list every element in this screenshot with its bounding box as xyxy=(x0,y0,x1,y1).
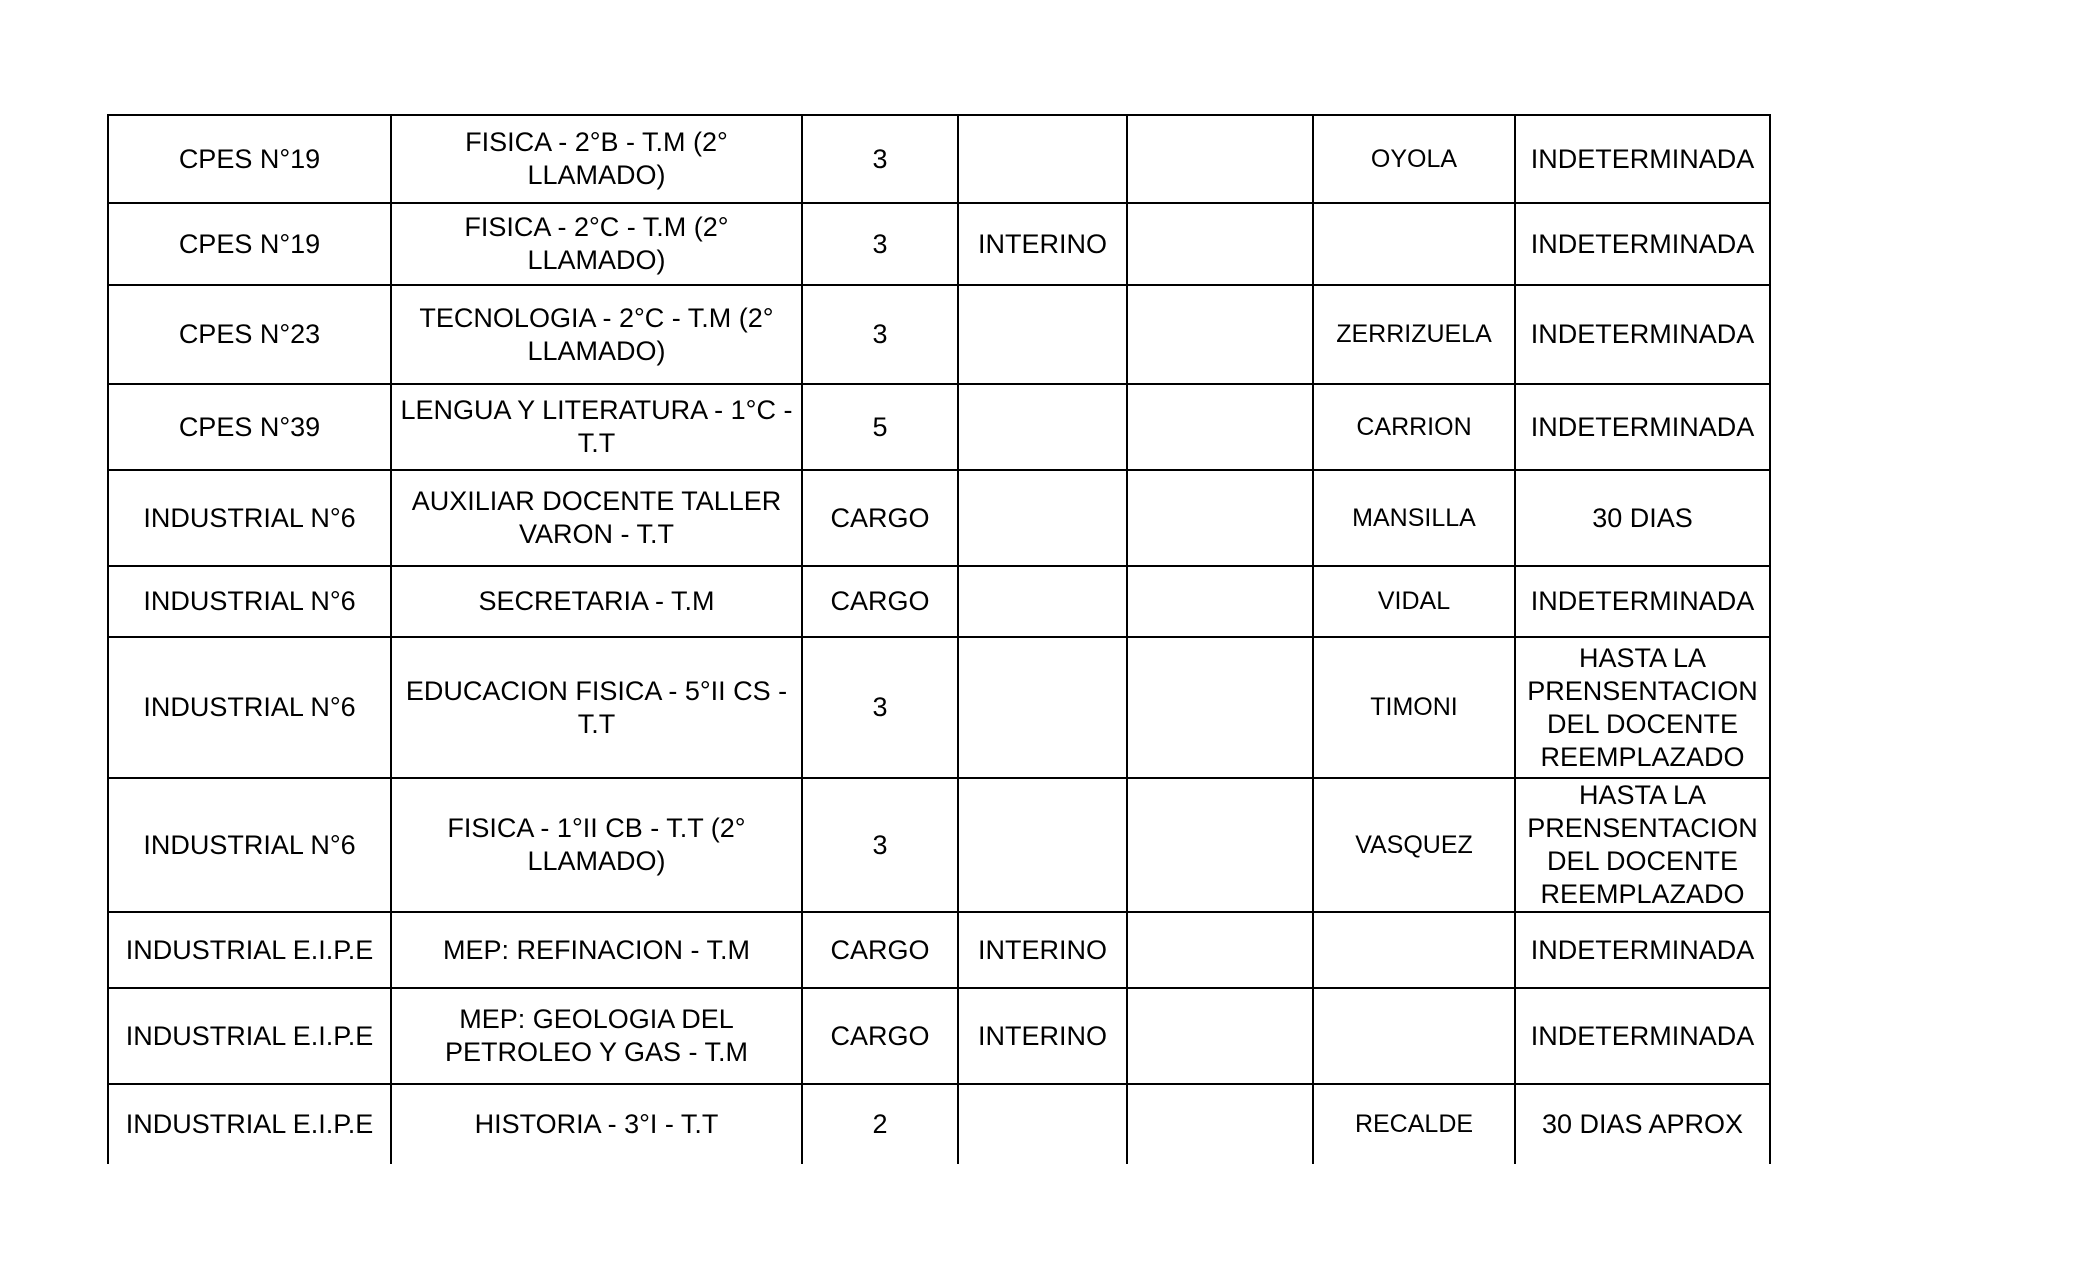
duration-cell xyxy=(1515,203,1770,285)
school-cell xyxy=(108,203,391,285)
table-row xyxy=(108,470,1770,566)
teacher-cell-text: CARRION xyxy=(1356,412,1472,441)
extra-cell xyxy=(1127,912,1313,988)
table-row xyxy=(108,912,1770,988)
hours-cell-text: 3 xyxy=(872,143,888,174)
status-cell xyxy=(958,285,1127,384)
hours-cell xyxy=(802,470,958,566)
duration-cell xyxy=(1515,637,1770,778)
table-row xyxy=(108,988,1770,1084)
hours-cell xyxy=(802,988,958,1084)
subject-cell xyxy=(391,285,802,384)
extra-cell xyxy=(1127,566,1313,637)
subject-cell-text: FISICA - 2°C - T.M (2° LLAMADO) xyxy=(464,212,729,275)
duration-cell xyxy=(1515,778,1770,912)
hours-cell-text: 3 xyxy=(872,829,888,860)
status-cell xyxy=(958,115,1127,203)
school-cell xyxy=(108,988,391,1084)
teacher-cell xyxy=(1313,637,1515,778)
teacher-cell-text: RECALDE xyxy=(1354,1110,1474,1138)
hours-cell-text: 3 xyxy=(872,228,888,259)
school-cell-text: CPES N°19 xyxy=(178,143,321,174)
duration-cell-text: 30 DIAS xyxy=(1592,502,1693,533)
subject-cell xyxy=(391,566,802,637)
duration-cell xyxy=(1515,384,1770,470)
school-cell xyxy=(108,566,391,637)
duration-cell xyxy=(1515,566,1770,637)
subject-cell-text: TECNOLOGIA - 2°C - T.M (2° LLAMADO) xyxy=(419,302,774,366)
subject-cell xyxy=(391,203,802,285)
status-cell-text: INTERINO xyxy=(977,228,1107,259)
school-cell-text: INDUSTRIAL N°6 xyxy=(143,692,356,722)
duration-cell-text: HASTA LA PRENSENTACION DEL DOCENTE REEMPLAZADO xyxy=(1527,780,1758,909)
duration-cell-text: HASTA LA PRENSENTACION DEL DOCENTE REEMPLAZADO xyxy=(1527,642,1758,772)
teacher-cell-text: TIMONI xyxy=(1370,693,1458,721)
extra-cell xyxy=(1127,778,1313,912)
hours-cell-text: 2 xyxy=(872,1109,888,1139)
extra-cell xyxy=(1127,203,1313,285)
hours-cell xyxy=(802,384,958,470)
school-cell xyxy=(108,115,391,203)
teacher-cell xyxy=(1313,384,1515,470)
extra-cell xyxy=(1127,285,1313,384)
duration-cell-text: INDETERMINADA xyxy=(1530,411,1755,442)
school-cell-text: INDUSTRIAL E.I.P.E xyxy=(125,1109,374,1139)
duration-cell xyxy=(1515,115,1770,203)
status-cell xyxy=(958,1084,1127,1164)
hours-cell xyxy=(802,285,958,384)
vacancy-table xyxy=(107,114,1771,1164)
teacher-cell xyxy=(1313,470,1515,566)
table-row xyxy=(108,778,1770,912)
teacher-cell-text: OYOLA xyxy=(1370,144,1458,173)
teacher-cell-text: MANSILLA xyxy=(1352,503,1476,532)
school-cell-text: CPES N°19 xyxy=(178,228,321,259)
status-cell xyxy=(958,203,1127,285)
hours-cell xyxy=(802,566,958,637)
duration-cell xyxy=(1515,912,1770,988)
teacher-cell-text: VIDAL xyxy=(1377,587,1451,615)
hours-cell-text: CARGO xyxy=(830,586,930,616)
school-cell xyxy=(108,384,391,470)
table-row xyxy=(108,637,1770,778)
subject-cell-text: FISICA - 2°B - T.M (2° LLAMADO) xyxy=(465,127,728,190)
duration-cell-text: INDETERMINADA xyxy=(1530,586,1755,616)
extra-cell xyxy=(1127,988,1313,1084)
subject-cell xyxy=(391,470,802,566)
hours-cell xyxy=(802,1084,958,1164)
hours-cell xyxy=(802,203,958,285)
school-cell-text: INDUSTRIAL N°6 xyxy=(143,502,356,533)
subject-cell xyxy=(391,912,802,988)
duration-cell-text: INDETERMINADA xyxy=(1530,319,1755,349)
school-cell-text: INDUSTRIAL E.I.P.E xyxy=(125,1020,374,1051)
hours-cell-text: CARGO xyxy=(830,934,930,965)
hours-cell-text: CARGO xyxy=(830,502,930,533)
hours-cell xyxy=(802,778,958,912)
school-cell xyxy=(108,637,391,778)
extra-cell xyxy=(1127,637,1313,778)
status-cell xyxy=(958,470,1127,566)
school-cell xyxy=(108,285,391,384)
school-cell-text: INDUSTRIAL N°6 xyxy=(143,829,356,860)
status-cell xyxy=(958,778,1127,912)
subject-cell xyxy=(391,1084,802,1164)
school-cell-text: CPES N°39 xyxy=(178,411,321,442)
duration-cell xyxy=(1515,285,1770,384)
status-cell xyxy=(958,912,1127,988)
school-cell xyxy=(108,1084,391,1164)
teacher-cell xyxy=(1313,988,1515,1084)
status-cell-text: INTERINO xyxy=(977,1020,1107,1051)
teacher-cell xyxy=(1313,285,1515,384)
duration-cell-text: 30 DIAS APROX xyxy=(1541,1109,1744,1139)
hours-cell-text: 3 xyxy=(872,319,888,349)
status-cell xyxy=(958,384,1127,470)
teacher-cell xyxy=(1313,1084,1515,1164)
teacher-cell xyxy=(1313,778,1515,912)
duration-cell-text: INDETERMINADA xyxy=(1530,228,1755,259)
vacancy-table-container xyxy=(107,114,1771,1164)
school-cell-text: CPES N°23 xyxy=(178,319,321,349)
subject-cell xyxy=(391,988,802,1084)
extra-cell xyxy=(1127,470,1313,566)
subject-cell-text: SECRETARIA - T.M xyxy=(478,586,715,616)
subject-cell xyxy=(391,778,802,912)
status-cell xyxy=(958,637,1127,778)
status-cell-text: INTERINO xyxy=(977,934,1107,965)
hours-cell-text: 3 xyxy=(872,692,888,722)
teacher-cell-text: ZERRIZUELA xyxy=(1336,320,1492,348)
subject-cell-text: MEP: REFINACION - T.M xyxy=(442,934,751,965)
teacher-cell xyxy=(1313,203,1515,285)
extra-cell xyxy=(1127,384,1313,470)
hours-cell xyxy=(802,115,958,203)
table-body xyxy=(108,115,1770,1164)
hours-cell-text: CARGO xyxy=(830,1020,930,1051)
table-row xyxy=(108,203,1770,285)
school-cell-text: INDUSTRIAL E.I.P.E xyxy=(125,934,374,965)
duration-cell-text: INDETERMINADA xyxy=(1530,143,1755,174)
subject-cell-text: HISTORIA - 3°I - T.T xyxy=(474,1109,719,1139)
school-cell xyxy=(108,470,391,566)
duration-cell-text: INDETERMINADA xyxy=(1530,934,1755,965)
status-cell xyxy=(958,988,1127,1084)
hours-cell xyxy=(802,912,958,988)
status-cell xyxy=(958,566,1127,637)
extra-cell xyxy=(1127,115,1313,203)
table-row xyxy=(108,115,1770,203)
table-row xyxy=(108,1084,1770,1164)
teacher-cell-text: VASQUEZ xyxy=(1355,830,1473,859)
subject-cell-text: LENGUA Y LITERATURA - 1°C - T.T xyxy=(400,395,793,458)
subject-cell xyxy=(391,384,802,470)
school-cell xyxy=(108,912,391,988)
subject-cell xyxy=(391,115,802,203)
teacher-cell xyxy=(1313,566,1515,637)
duration-cell-text: INDETERMINADA xyxy=(1530,1020,1755,1051)
extra-cell xyxy=(1127,1084,1313,1164)
subject-cell-text: EDUCACION FISICA - 5°II CS - T.T xyxy=(405,675,788,739)
duration-cell xyxy=(1515,1084,1770,1164)
subject-cell-text: AUXILIAR DOCENTE TALLER VARON - T.T xyxy=(411,486,782,549)
duration-cell xyxy=(1515,988,1770,1084)
hours-cell-text: 5 xyxy=(872,411,888,442)
subject-cell-text: FISICA - 1°II CB - T.T (2° LLAMADO) xyxy=(447,813,746,876)
school-cell xyxy=(108,778,391,912)
hours-cell xyxy=(802,637,958,778)
subject-cell xyxy=(391,637,802,778)
table-row xyxy=(108,285,1770,384)
table-row xyxy=(108,566,1770,637)
table-row xyxy=(108,384,1770,470)
teacher-cell xyxy=(1313,115,1515,203)
duration-cell xyxy=(1515,470,1770,566)
subject-cell-text: MEP: GEOLOGIA DEL PETROLEO Y GAS - T.M xyxy=(444,1004,749,1067)
school-cell-text: INDUSTRIAL N°6 xyxy=(143,586,356,616)
teacher-cell xyxy=(1313,912,1515,988)
